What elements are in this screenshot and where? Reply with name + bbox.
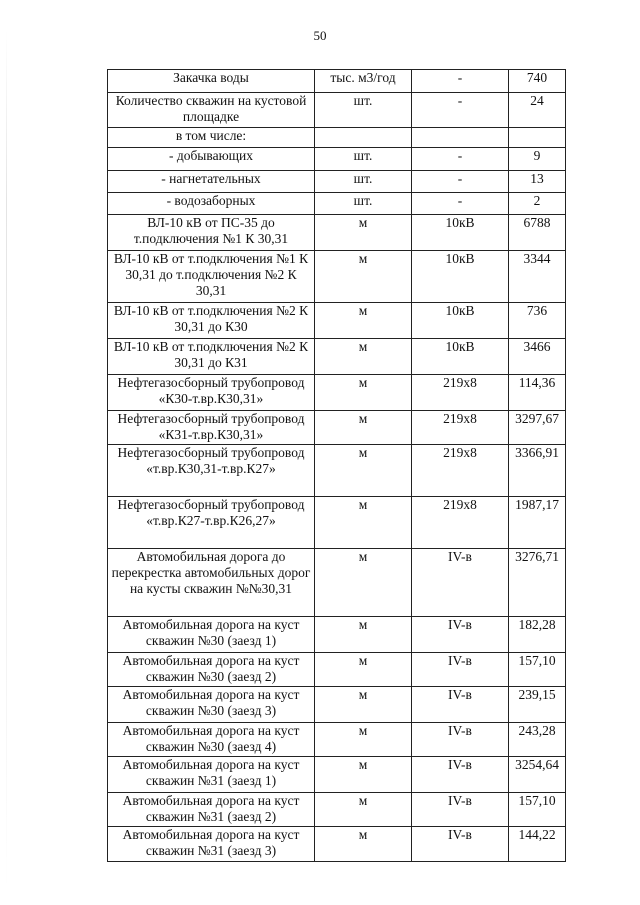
row-name-cell: Автомобильная дорога на куст скважин №30 (заезд 2) <box>108 653 315 687</box>
row-value-cell: 3344 <box>509 251 566 303</box>
table-row <box>108 193 566 215</box>
row-type-cell: 10кВ <box>412 251 509 303</box>
row-value-cell: 157,10 <box>509 793 566 827</box>
row-type-cell: 219х8 <box>412 445 509 497</box>
row-type-cell: IV-в <box>412 687 509 723</box>
row-name-cell: - добывающих <box>108 148 315 171</box>
row-name-cell: ВЛ-10 кВ от т.подключения №2 К 30,31 до К30 <box>108 303 315 339</box>
row-unit-cell: м <box>315 375 412 411</box>
row-unit-cell: м <box>315 827 412 862</box>
row-type-cell: - <box>412 171 509 193</box>
row-unit-cell: м <box>315 723 412 757</box>
row-type-cell: IV-в <box>412 653 509 687</box>
row-value-cell: 144,22 <box>509 827 566 862</box>
row-name-cell: Автомобильная дорога на куст скважин №31 (заезд 3) <box>108 827 315 862</box>
row-type-cell: - <box>412 93 509 128</box>
row-name-cell: Количество скважин на кустовой площадке <box>108 93 315 128</box>
row-name-cell: ВЛ-10 кВ от ПС-35 до т.подключения №1 К 30,31 <box>108 215 315 251</box>
row-value-cell: 3466 <box>509 339 566 375</box>
row-name-cell: Нефтегазосборный трубопровод «т.вр.К27-т.вр.К26,27» <box>108 497 315 549</box>
row-name-cell: Автомобильная дорога до перекрестка автомобильных дорог на кусты скважин №№30,31 <box>108 549 315 617</box>
row-value-cell: 6788 <box>509 215 566 251</box>
row-name-cell: ВЛ-10 кВ от т.подключения №2 К 30,31 до К31 <box>108 339 315 375</box>
row-type-cell: - <box>412 148 509 171</box>
row-name-cell: Автомобильная дорога на куст скважин №31 (заезд 2) <box>108 793 315 827</box>
row-name-cell: Автомобильная дорога на куст скважин №30 (заезд 1) <box>108 617 315 653</box>
row-name-cell: в том числе: <box>108 128 315 148</box>
row-type-cell: IV-в <box>412 617 509 653</box>
table-body <box>108 70 566 862</box>
table-row <box>108 793 566 827</box>
row-name-cell: - водозаборных <box>108 193 315 215</box>
row-name-cell: Закачка воды <box>108 70 315 93</box>
row-unit-cell: м <box>315 687 412 723</box>
row-unit-cell: тыс. м3/год <box>315 70 412 93</box>
row-name-cell: Автомобильная дорога на куст скважин №30 (заезд 4) <box>108 723 315 757</box>
table-row <box>108 445 566 497</box>
row-type-cell: 10кВ <box>412 303 509 339</box>
row-unit-cell: м <box>315 445 412 497</box>
page-number: 50 <box>313 28 327 43</box>
row-value-cell: 24 <box>509 93 566 128</box>
row-value-cell: 243,28 <box>509 723 566 757</box>
row-unit-cell: м <box>315 653 412 687</box>
row-unit-cell: шт. <box>315 193 412 215</box>
row-name-cell: Нефтегазосборный трубопровод «т.вр.К30,31-т.вр.К27» <box>108 445 315 497</box>
row-name-cell: ВЛ-10 кВ от т.подключения №1 К 30,31 до т.подключения №2 К 30,31 <box>108 251 315 303</box>
table-row <box>108 723 566 757</box>
row-type-cell: IV-в <box>412 757 509 793</box>
row-unit-cell: м <box>315 757 412 793</box>
row-type-cell <box>412 128 509 148</box>
table-row <box>108 171 566 193</box>
row-value-cell: 9 <box>509 148 566 171</box>
row-unit-cell: шт. <box>315 93 412 128</box>
row-value-cell: 13 <box>509 171 566 193</box>
row-unit-cell: м <box>315 411 412 445</box>
row-value-cell: 736 <box>509 303 566 339</box>
row-unit-cell: м <box>315 549 412 617</box>
row-type-cell: 219х8 <box>412 411 509 445</box>
table-row <box>108 617 566 653</box>
table-row <box>108 339 566 375</box>
row-name-cell: Автомобильная дорога на куст скважин №30 (заезд 3) <box>108 687 315 723</box>
row-value-cell: 3366,91 <box>509 445 566 497</box>
row-type-cell: 219х8 <box>412 375 509 411</box>
row-type-cell: - <box>412 70 509 93</box>
row-type-cell: IV-в <box>412 793 509 827</box>
table-row <box>108 70 566 93</box>
row-value-cell: 182,28 <box>509 617 566 653</box>
table-row <box>108 128 566 148</box>
table-row <box>108 497 566 549</box>
row-type-cell: 219х8 <box>412 497 509 549</box>
table-row <box>108 757 566 793</box>
row-name-cell: - нагнетательных <box>108 171 315 193</box>
specification-table <box>107 69 566 862</box>
row-unit-cell: м <box>315 339 412 375</box>
row-value-cell: 114,36 <box>509 375 566 411</box>
row-unit-cell: м <box>315 215 412 251</box>
row-unit-cell: м <box>315 251 412 303</box>
row-name-cell: Нефтегазосборный трубопровод «К31-т.вр.К30,31» <box>108 411 315 445</box>
table-row <box>108 687 566 723</box>
row-value-cell: 1987,17 <box>509 497 566 549</box>
row-value-cell: 3254,64 <box>509 757 566 793</box>
table-row <box>108 411 566 445</box>
row-unit-cell: м <box>315 793 412 827</box>
table-row <box>108 215 566 251</box>
row-value-cell: 740 <box>509 70 566 93</box>
row-value-cell <box>509 128 566 148</box>
table-row <box>108 827 566 862</box>
row-unit-cell: шт. <box>315 171 412 193</box>
row-type-cell: IV-в <box>412 549 509 617</box>
table-row <box>108 148 566 171</box>
row-value-cell: 3276,71 <box>509 549 566 617</box>
table-row <box>108 303 566 339</box>
row-value-cell: 239,15 <box>509 687 566 723</box>
row-type-cell: IV-в <box>412 827 509 862</box>
row-unit-cell: м <box>315 617 412 653</box>
row-type-cell: 10кВ <box>412 339 509 375</box>
row-unit-cell: м <box>315 303 412 339</box>
table-row <box>108 375 566 411</box>
row-unit-cell <box>315 128 412 148</box>
table-row <box>108 251 566 303</box>
table-row <box>108 549 566 617</box>
row-type-cell: 10кВ <box>412 215 509 251</box>
row-unit-cell: м <box>315 497 412 549</box>
row-type-cell: IV-в <box>412 723 509 757</box>
scan-edge <box>6 30 7 890</box>
row-unit-cell: шт. <box>315 148 412 171</box>
row-name-cell: Автомобильная дорога на куст скважин №31 (заезд 1) <box>108 757 315 793</box>
row-value-cell: 3297,67 <box>509 411 566 445</box>
table-row <box>108 93 566 128</box>
table-row <box>108 653 566 687</box>
row-name-cell: Нефтегазосборный трубопровод «К30-т.вр.К30,31» <box>108 375 315 411</box>
row-value-cell: 157,10 <box>509 653 566 687</box>
row-value-cell: 2 <box>509 193 566 215</box>
row-type-cell: - <box>412 193 509 215</box>
